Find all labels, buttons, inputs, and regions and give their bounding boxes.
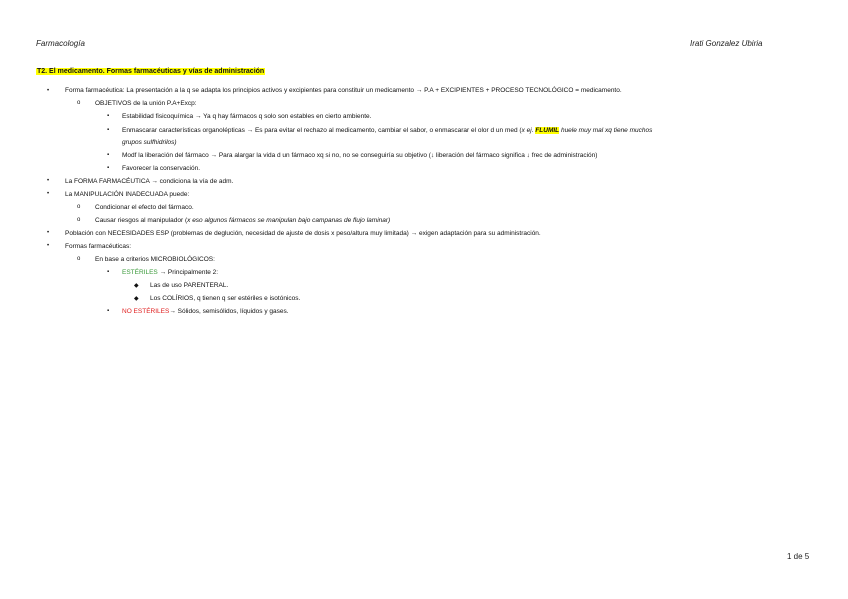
bullet-circle: o <box>77 217 81 223</box>
text-line-esteriles <box>122 269 218 277</box>
bullet-square: ▪ <box>107 165 110 171</box>
text-line-condicionar: Condicionar el efecto del fármaco. <box>95 204 194 211</box>
bullet-dot: • <box>47 230 50 236</box>
text-line-enmascarar <box>122 127 652 135</box>
bullet-square: ▪ <box>107 127 110 133</box>
text-line-grupos: grupos sulfhidrilos) <box>122 139 177 146</box>
text-no-esteriles-rest: → Sólidos, semisólidos, líquidos y gases. <box>169 308 289 315</box>
text-line-riesgos <box>95 217 390 225</box>
bullet-diamond: ◆ <box>134 296 139 302</box>
text-line-criterios: En base a criterios MICROBIOLÓGICOS: <box>95 256 215 263</box>
text-esteriles-label: ESTÉRILES <box>122 269 158 276</box>
bullet-diamond: ◆ <box>134 283 139 289</box>
bullet-square: ▪ <box>107 308 110 314</box>
text-line-forma-farmaceutica: Forma farmacéutica: La presentación a la q se adapta los principios activos y excipientes para constituir un medicamento → P.A + EXCIPIENTES + PROCESO TECNOLÓGICO = medicamento. <box>65 87 622 94</box>
bullet-circle: o <box>77 256 81 262</box>
text-line-no-esteriles <box>122 308 289 316</box>
bullet-dot: • <box>47 178 50 184</box>
text-line-formas: Formas farmacéuticas: <box>65 243 132 250</box>
text-line-manipulacion: La MANIPULACIÓN INADECUADA puede: <box>65 191 190 198</box>
document-title: T2. El medicamento. Formas farmacéuticas y vías de administración <box>37 68 265 75</box>
text-enmascarar-main: Enmascarar características organolépticas → Es para evitar el rechazo al medicamento, cambiar el sabor, o enmascarar el olor d un med ( <box>122 127 522 134</box>
text-line-colirios: Los COLÍRIOS, q tienen q ser estériles e isotónicos. <box>150 295 301 302</box>
bullet-dot: • <box>47 243 50 249</box>
bullet-circle: o <box>77 204 81 210</box>
text-no-esteriles-label: NO ESTÉRILES <box>122 308 170 315</box>
bullet-circle: o <box>77 100 81 106</box>
text-example-prefix: x ej. <box>521 127 534 134</box>
text-line-liberacion: Modf la liberación del fármaco → Para alargar la vida d un fármaco xq si no, no se conseguiría su objetivo (↓ liberación del fármaco significa ↓ frec de administración) <box>122 152 598 159</box>
text-line-objetivos: OBJETIVOS de la unión P.A+Excp: <box>95 100 197 107</box>
bullet-square: ▪ <box>107 152 110 158</box>
text-riesgos-italic: x eso algunos fármacos se manipulan bajo campanas de flujo laminar) <box>187 217 391 224</box>
highlight-flumil: FLUMIL <box>535 127 560 134</box>
text-esteriles-rest: → Principalmente 2: <box>159 269 219 276</box>
bullet-square: ▪ <box>107 269 110 275</box>
bullet-dot: • <box>47 88 50 94</box>
header-subject: Farmacología <box>36 39 85 48</box>
text-line-estabilidad: Estabilidad fisicoquímica → Ya q hay fármacos q solo son estables en cierto ambiente. <box>122 113 372 120</box>
text-line-forma-via: La FORMA FARMACÉUTICA → condiciona la vía de adm. <box>65 178 234 185</box>
bullet-dot: • <box>47 191 50 197</box>
text-line-parenteral: Las de uso PARENTERAL. <box>150 282 229 289</box>
text-riesgos-main: Causar riesgos al manipulador ( <box>95 217 188 224</box>
text-line-conservacion: Favorecer la conservación. <box>122 165 201 172</box>
text-line-poblacion: Población con NECESIDADES ESP (problemas de deglución, necesidad de ajuste de dosis x peso/altura muy limitada) → exigen adaptación para su administración. <box>65 230 541 237</box>
header-author: Irati Gonzalez Ubiria <box>690 39 763 48</box>
text-example-suffix: huele muy mal xq tiene muchos <box>560 127 653 134</box>
page-number: 1 de 5 <box>787 552 810 561</box>
bullet-square: ▪ <box>107 113 110 119</box>
